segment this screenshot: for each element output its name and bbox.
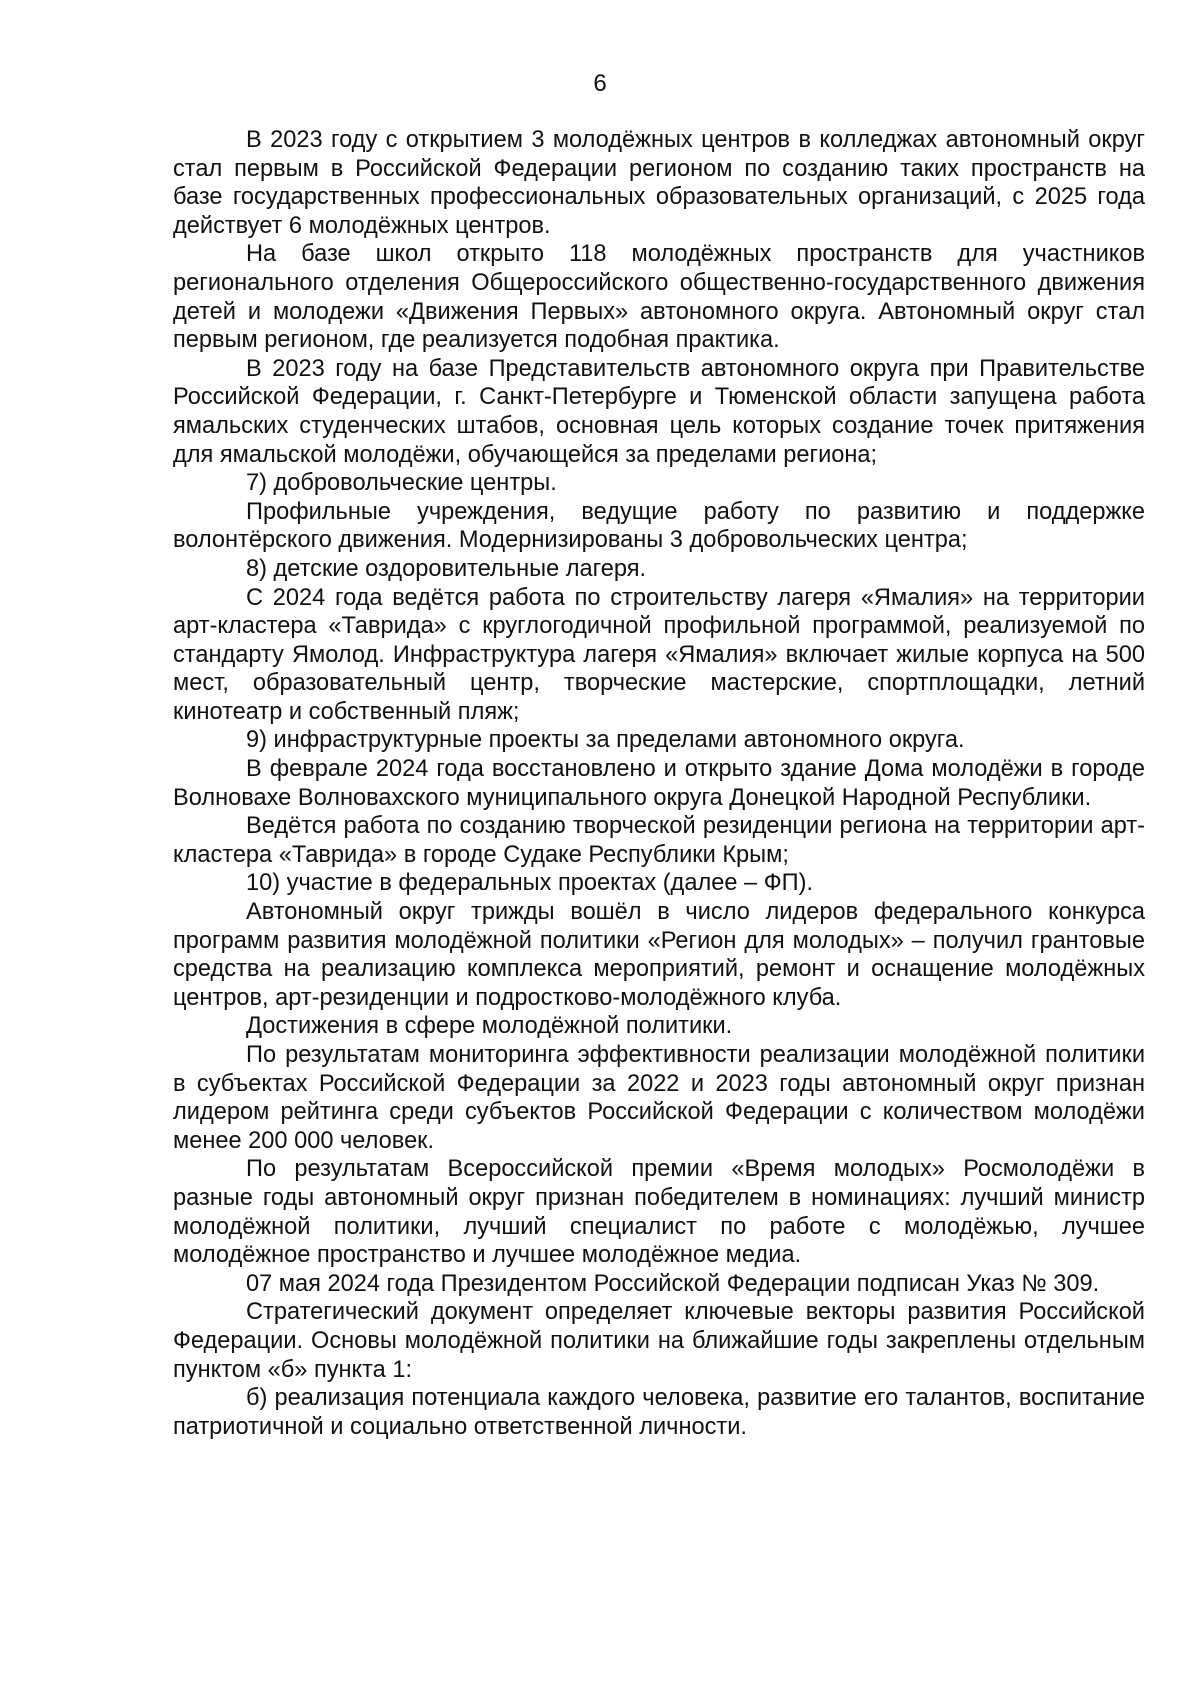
paragraph-presidential-decree: 07 мая 2024 года Президентом Российской Федерации подписан Указ № 309. [246, 1270, 1100, 1297]
paragraph-time-of-youth-award: По результатам Всероссийской премии «Время молодых» Росмолодёжи в разные годы автономный округ признан победителем в номинациях: лучший министр молодёжной политики, лучший специалист по работе с молодёжью, лучшее молодёжное пространство и лучшее молодёжное медиа. [173, 1156, 1145, 1269]
paragraph-youth-spaces-schools: На базе школ открыто 118 молодёжных пространств для участников регионального отделения Общероссийского общественно-государственного движения детей и молодежи «Движения Первых» автономного округа. Автономный округ стал первым регионом, где реализуется подобная практика. [173, 241, 1145, 354]
paragraph-strategic-document: Стратегический документ определяет ключевые векторы развития Российской Федерации. Основы молодёжной политики на ближайшие годы закреплены отдельным пунктом «б» пункта 1: [173, 1299, 1145, 1383]
paragraph-region-for-youth: Автономный округ трижды вошёл в число лидеров федерального конкурса программ развития молодёжной политики «Регион для молодых» – получил грантовые средства на реализацию комплекса мероприятий, ремонт и оснащение молодёжных центров, арт-резиденции и подростково-молодёжного клуба. [173, 899, 1145, 1011]
page-number: 6 [593, 70, 607, 97]
list-item-infrastructure-projects: 9) инфраструктурные проекты за пределами автономного округа. [246, 727, 965, 754]
paragraph-monitoring-results: По результатам мониторинга эффективности реализации молодёжной политики в субъектах Российской Федерации за 2022 и 2023 годы автономный округ признан лидером рейтинга среди субъектов Российской Федерации с количеством молодёжи менее 200 000 человек. [173, 1042, 1145, 1154]
list-item-federal-projects: 10) участие в федеральных проектах (далее – ФП). [246, 870, 813, 897]
paragraph-student-headquarters: В 2023 году на базе Представительств автономного округа при Правительстве Российской Федерации, г. Санкт-Петербурге и Тюменской области запущена работа ямальских студенческих штабов, основная цель которых создание точек притяжения для ямальской молодёжи, обучающейся за пределами региона; [173, 355, 1145, 468]
paragraph-yamalia-camp: С 2024 года ведётся работа по строительству лагеря «Ямалия» на территории арт-кластера «Таврида» с круглогодичной профильной программой, реализуемой по стандарту Ямолод. Инфраструктура лагеря «Ямалия» включает жилые корпуса на 500 мест, образовательный центр, творческие мастерские, спортплощадки, летний кинотеатр и собственный пляж; [173, 584, 1145, 725]
list-item-children-camps: 8) детские оздоровительные лагеря. [246, 555, 647, 582]
list-item-volunteer-centers: 7) добровольческие центры. [246, 470, 557, 497]
paragraph-achievements-heading: Достижения в сфере молодёжной политики. [246, 1013, 733, 1040]
paragraph-volnovakha-youth-house: В феврале 2024 года восстановлено и открыто здание Дома молодёжи в городе Волновахе Волновахского муниципального округа Донецкой Народной Республики. [173, 756, 1145, 811]
paragraph-youth-centers-colleges: В 2023 году с открытием 3 молодёжных центров в колледжах автономный округ стал первым в Российской Федерации регионом по созданию таких пространств на базе государственных профессиональных образовательных организаций, с 2025 года действует 6 молодёжных центров. [173, 127, 1145, 239]
paragraph-point-b: б) реализация потенциала каждого человека, развитие его талантов, воспитание патриотичной и социально ответственной личности. [173, 1385, 1145, 1440]
document-body [173, 126, 1145, 1441]
paragraph-volunteer-institutions: Профильные учреждения, ведущие работу по развитию и поддержке волонтёрского движения. Модернизированы 3 добровольческих центра; [173, 498, 1145, 554]
paragraph-creative-residence: Ведётся работа по созданию творческой резиденции региона на территории арт-кластера «Таврида» в городе Судаке Республики Крым; [173, 813, 1145, 868]
